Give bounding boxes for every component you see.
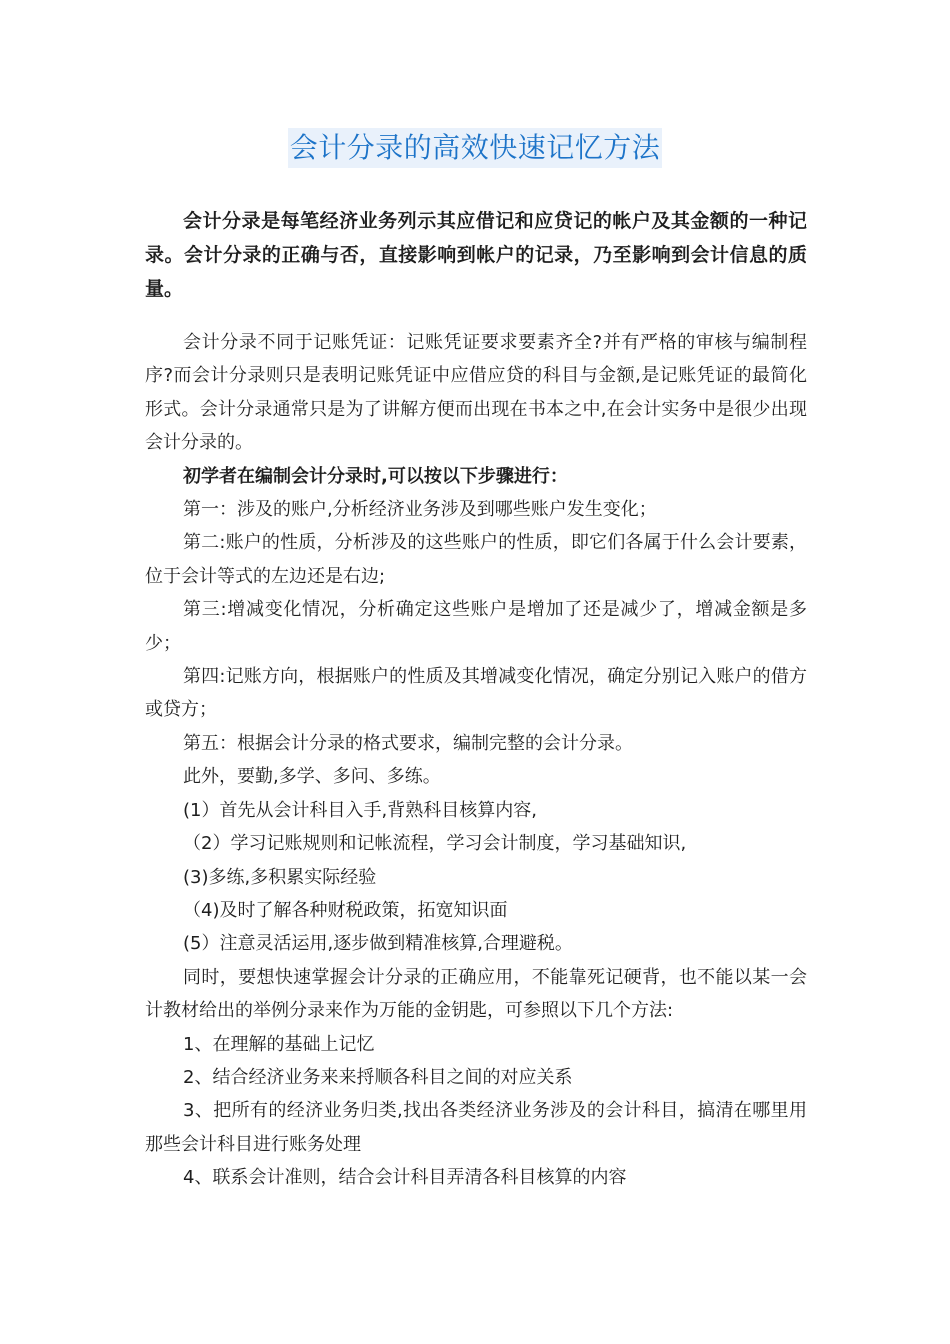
method-item: 3、把所有的经济业务归类,找出各类经济业务涉及的会计科目，搞清在哪里用那些会计科目进行账务处理 (145, 1100, 807, 1155)
lead-paragraph: 会计分录是每笔经济业务列示其应借记和应贷记的帐户及其金额的一种记录。会计分录的正确与否，直接影响到帐户的记录，乃至影响到会计信息的质量。 (145, 210, 807, 300)
extra-item: （4)及时了解各种财税政策，拓宽知识面 (183, 899, 508, 921)
extra-item: (1）首先从会计科目入手,背熟科目核算内容, (183, 799, 537, 821)
method-item: 1、在理解的基础上记忆 (183, 1033, 375, 1055)
method-item: 4、联系会计准则，结合会计科目弄清各科目核算的内容 (183, 1167, 627, 1189)
step-item: 第一：涉及的账户,分析经济业务涉及到哪些账户发生变化； (183, 499, 657, 521)
document-page (145, 128, 807, 1195)
extra-item: （2）学习记账规则和记帐流程，学习会计制度，学习基础知识, (183, 833, 687, 855)
intro-paragraph: 会计分录不同于记账凭证：记账凭证要求要素齐全?并有严格的审核与编制程序?而会计分录则只是表明记账凭证中应借应贷的科目与金额,是记账凭证的最简化形式。会计分录通常只是为了讲解方便而出现在书本之中,在会计实务中是很少出现会计分录的。 (145, 332, 807, 454)
step-item: 第四:记账方向，根据账户的性质及其增减变化情况，确定分别记入账户的借方或贷方； (145, 666, 807, 721)
method-item: 2、结合经济业务来来捋顺各科目之间的对应关系 (183, 1066, 573, 1088)
extra-intro: 此外，要勤,多学、多问、多练。 (183, 766, 441, 788)
step-item: 第二:账户的性质，分析涉及的这些账户的性质，即它们各属于什么会计要素，位于会计等式的左边还是右边; (145, 532, 807, 587)
step-item: 第五：根据会计分录的格式要求，编制完整的会计分录。 (183, 732, 633, 754)
step-item: 第三:增减变化情况，分析确定这些账户是增加了还是减少了，增减金额是多少； (145, 599, 807, 654)
steps-heading: 初学者在编制会计分录时,可以按以下步骤进行： (183, 465, 568, 487)
title-wrap (0, 128, 950, 168)
extra-item: (3)多练,多积累实际经验 (183, 866, 377, 888)
document-title: 会计分录的高效快速记忆方法 (288, 128, 663, 168)
extra-item: (5）注意灵活运用,逐步做到精准核算,合理避税。 (183, 933, 573, 955)
methods-intro: 同时，要想快速掌握会计分录的正确应用，不能靠死记硬背，也不能以某一会计教材给出的举例分录来作为万能的金钥匙，可参照以下几个方法: (145, 966, 807, 1022)
